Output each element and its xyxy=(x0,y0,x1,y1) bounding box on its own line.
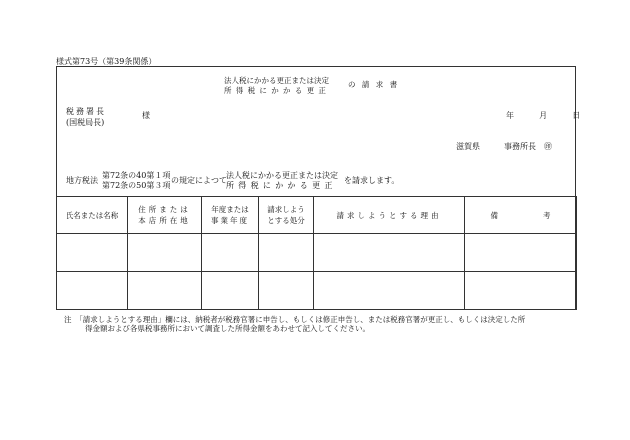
request-ending: を請求します。 xyxy=(344,176,400,185)
date-field[interactable] xyxy=(506,112,580,120)
form-title xyxy=(224,76,330,96)
date-month: 月 xyxy=(539,111,548,120)
cell-remarks-2[interactable] xyxy=(465,272,577,310)
addressee xyxy=(66,106,106,128)
cell-reason-2[interactable] xyxy=(314,272,465,310)
cell-disposition-1[interactable] xyxy=(259,234,314,272)
header-remarks: 備 考 xyxy=(465,197,577,234)
signer-block: 滋賀県 事務所長 ㊞ xyxy=(456,142,552,151)
header-fiscal-year: 年度または 事業年度 xyxy=(202,197,259,234)
request-law: 地方税法 xyxy=(66,176,98,185)
cell-address-2[interactable] xyxy=(128,272,202,310)
request-table xyxy=(56,196,577,310)
table-header-row xyxy=(57,197,577,234)
header-name: 氏名または名称 xyxy=(57,197,128,234)
addressee-line1: 税務署長 xyxy=(66,107,106,116)
cell-remarks-1[interactable] xyxy=(465,234,577,272)
request-tax-1: 法人税にかかる更正または決定 xyxy=(226,171,338,180)
form-title-suffix: の 請 求 書 xyxy=(348,80,400,89)
request-article-2: 第72条の50第３項 xyxy=(102,181,171,190)
request-article-1: 第72条の40第１項 xyxy=(102,171,171,180)
request-articles xyxy=(102,171,170,191)
header-reason: 請求しようとする理由 xyxy=(314,197,465,234)
request-connector: の規定によつて xyxy=(171,176,227,185)
header-address: 住所または 本店所在地 xyxy=(128,197,202,234)
header-disposition: 請求しよう とする処分 xyxy=(259,197,314,234)
cell-year-1[interactable] xyxy=(202,234,259,272)
form-title-line1: 法人税にかかる更正または決定 xyxy=(224,76,329,85)
request-tax-2: 所得税にかかる更正 xyxy=(226,181,337,190)
request-tax-types xyxy=(226,171,338,191)
cell-name-1[interactable] xyxy=(57,234,128,272)
form-number: 様式第73号（第39条関係） xyxy=(56,57,157,66)
date-day: 日 xyxy=(572,111,581,120)
cell-name-2[interactable] xyxy=(57,272,128,310)
note-line1: 注 「請求しようとする理由」欄には、納税者が税務官署に申告し、もしくは修正申告し、または税務官署が更正し、もしくは決定した所 xyxy=(64,315,526,324)
cell-reason-1[interactable] xyxy=(314,234,465,272)
note-line2: 得金額および各県税事務所において調査した所得金額をあわせて記入してください。 xyxy=(85,324,370,333)
cell-year-2[interactable] xyxy=(202,272,259,310)
addressee-honorific: 様 xyxy=(142,111,150,120)
cell-address-1[interactable] xyxy=(128,234,202,272)
cell-disposition-2[interactable] xyxy=(259,272,314,310)
form-title-line2: 所得税にかかる更正 xyxy=(224,86,331,95)
table-row xyxy=(57,272,577,310)
date-year: 年 xyxy=(506,111,514,120)
table-row xyxy=(57,234,577,272)
addressee-line2: (国税局長) xyxy=(66,118,105,127)
